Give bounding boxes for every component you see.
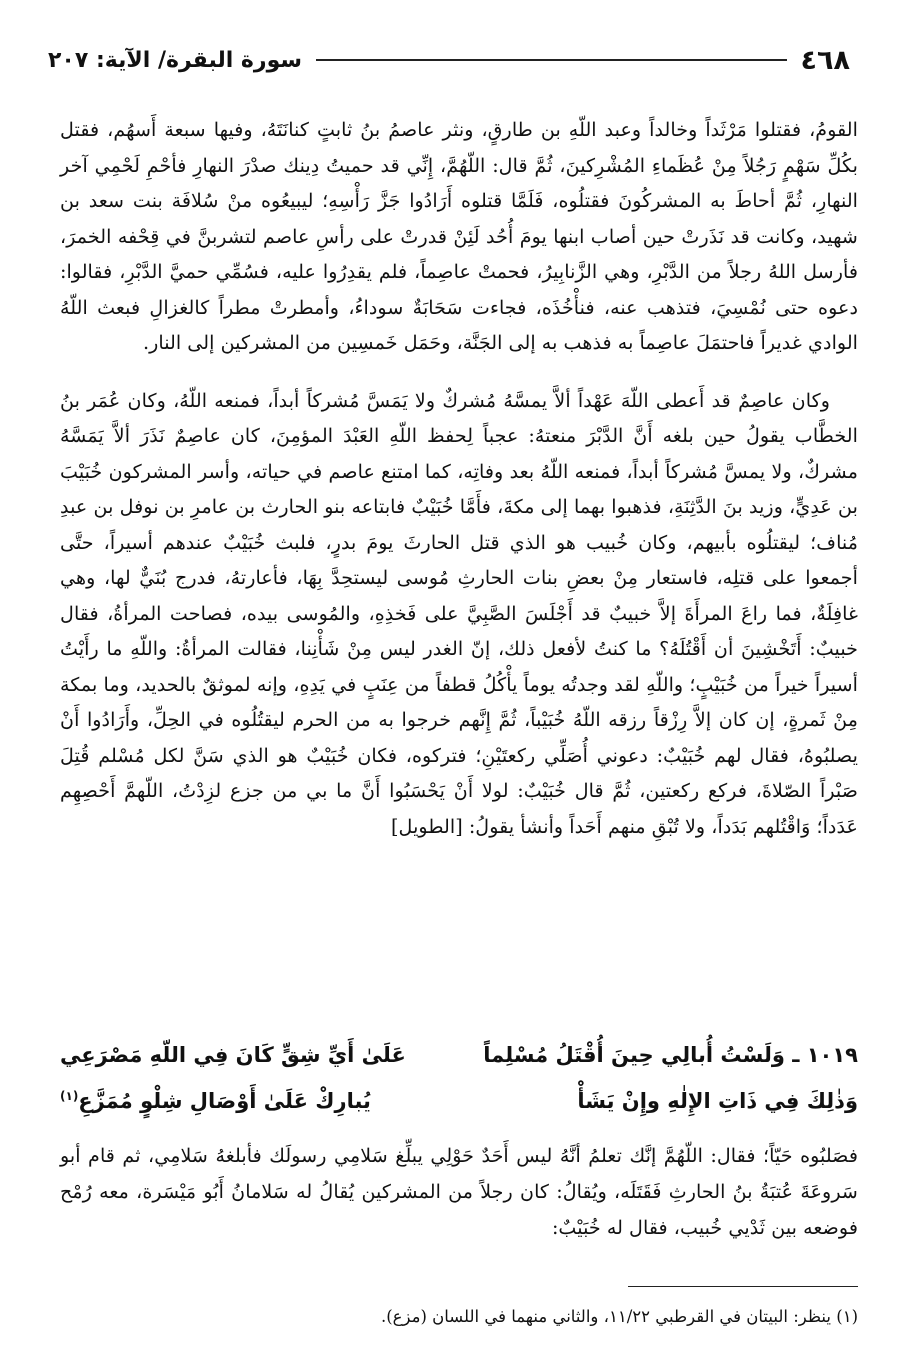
verse-line: [60, 1032, 858, 1078]
header-rule: [316, 59, 787, 61]
verse-hemistich: [483, 1043, 858, 1067]
running-title: سورة البقرة/ الآية: ٢٠٧: [48, 47, 303, 73]
footnote-rule: [628, 1286, 858, 1287]
paragraph: فصَلبُوه حَيّاً؛ فقال: اللّهُمَّ إنَّك تعلمُ أنَّهُ ليس أَحَدٌ حَوْلِي يبلِّغ سَلامِي رسولَك فأبلغهُ سَلامِي، ثم قام أبو سَروعَةَ عُتبَةُ بنُ الحارثِ فَقَتَلَه، ويُقالُ: كان رجلاً من المشركين يُقالُ له سَلامانُ أَبُو مَيْسَرة، معه رُمْح فوضعه بين ثَدْيي خُبيب، فقال له خُبَيْبٌ:: [60, 1144, 858, 1239]
poetry-verse: [60, 1032, 858, 1124]
paragraph: القومُ، فقتلوا مَرْثَداً وخالداً وعبد اللّهِ بن طارقٍ، ونثر عاصمُ بنُ ثابتٍ كنانَتَهُ، وفيها سبعة أَسهُم، فقتل بكُلِّ سَهْمٍ رَجُلاً مِنْ عُظَماءِ المُشْرِكينَ، ثُمَّ قال: اللّهُمَّ، إِنِّي قد حميتُ دِينك صدْرَ النهارِ فأحْمِ لَحْمِي آخر النهارِ، ثُمَّ أحاطَ به المشركُونَ فقتلُوه، فَلَمَّا قتلوه أَرَادُوا جَزَّ رَأْسِهِ؛ ليبيعُوه منْ سُلافَة بنت سعد بن شهيد، وكانت قد نَذَرتْ حين أصاب ابنها يومَ أُحُد لَئِنْ قدرتْ على رأسِ عاصم لتشربنَّ في قِحْفه الخمرَ، فأرسل اللهُ رجلاً من الدَّبْرِ، وهي الزَّنابِيرُ، فحمتْ عاصِماً، فلم يقدِرُوا عليه، فسُمِّي حميَّ الدَّبْرِ، فقالوا: دعوه حتى نُمْسِيَ، فتذهب عنه، فنأْخُذَه، فجاءت سَحَابَةٌ سوداءُ، وأمطرتْ مطراً كالغزالِ فبعث اللّهُ الوادي غديراً فاحتمَلَ عاصِماً به فذهب به إلى الجَنَّة، وحَمَل خَمسِين من المشركين إلى النار.: [60, 118, 858, 354]
paragraph: وكان عاصِمٌ قد أَعطى اللّهَ عَهْداً ألاَّ يمسَّهُ مُشركٌ ولا يَمَسَّ مُشركاً أبداً، فمنعه اللّهُ، وكان عُمَر بنُ الخطَّاب يقولُ حين بلغه أَنَّ الدَّبْرَ منعتهُ: عجباً لِحفظ اللّهِ العَبْدَ المؤمِنَ، كان عاصِمٌ نَذَرَ ألاَّ يَمَسَّهُ مشركٌ، ولا يمسَّ مُشركاً أبداً، فمنعه اللّهُ بعد وفاتِه، كما امتنع عاصم في حياته، وأسر المشركون خُبَيْبَ بن عَدِيٍّ، وزيد بنَ الدَّثِنَةِ، فذهبوا بهما إلى مكةَ، فأَمَّا خُبَيْبٌ فابتاعه بنو الحارث بن عامرِ بن نوفل بن عبدِ مُناف؛ ليقتلُوه بأبيهم، وكان خُبيب هو الذي قتل الحارثَ يومَ بدرٍ، فلبث خُبَيْبٌ عندهم أسيراً، حتَّى أجمعوا على قتلِه، فاستعار مِنْ بعضِ بنات الحارثِ مُوسى ليستحِدَّ بِهَا، فأعارتهُ، فدرج بُنَيٌّ لها، وهي غافِلَةٌ، فما راعَ المرأَةَ إلاَّ خبيبٌ قد أَجْلَسَ الصَّبِيَّ على فَخذِهِ، والمُوسى بيده، فصاحت المرأةُ، فقال خبيبٌ: أَتَخْشِينَ أن أَقْتُلَهُ؟ ما كنتُ لأفعل ذلك، إنّ الغدر ليس مِنْ شَأْنِنا، فقالت المرأةُ: واللّهِ ما رأَيْتُ أسيراً خيراً من خُبَيْبٍ؛ واللّهِ لقد وجدتُه يوماً يأْكُلُ قطفاً من عِنَبٍ في يَدِهِ، وإنه لموثقٌ بالحديد، وما بمكة مِنْ ثَمرةٍ، إن كان إلاَّ رِزْقاً رزقه اللّهُ خُبَيْباً، ثُمَّ إِنَّهم خرجوا به من الحرم ليقتُلُوه في الحِلِّ، وأَرَادُوا أَنْ يصلبُوهُ، فقال لهم خُبَيْبٌ: دعوني أُصَلِّي ركعتَيْنِ؛ فتركوه، فكان خُبَيْبٌ هو الذي سَنَّ لكل مُسْلم قُتِلَ صَبْراً الصّلاةَ، فركع ركعتين، ثُمَّ قال خُبَيْبٌ: لولا أَنْ يَحْسَبُوا أَنَّ ما بي من جزع لزِدْتُ، اللّهمَّ أَحْصِهِم عَدَداً؛ وَاقْتُلهم بَدَداً، ولا تُبْقِ منهم أَحَداً وأنشأ يقولُ: [الطويل]: [60, 388, 858, 838]
verse-hemistich: [60, 1089, 371, 1113]
verse-number: ١٠١٩: [806, 1043, 858, 1067]
footnote-marker: (١): [60, 1089, 79, 1103]
verse-hemistich: وَذٰلِكَ فِي ذَاتِ الإِلٰهِ وإِنْ يَشَأْ: [577, 1089, 858, 1113]
verse-text: يُبارِكْ عَلَىٰ أَوْصَالِ شِلْوٍ مُمَزَّعِ: [78, 1089, 371, 1113]
verse-hemistich: عَلَىٰ أَيِّ شِقٍّ كَانَ فِي اللّهِ مَصْرَعِي: [60, 1043, 406, 1067]
main-text: [60, 112, 858, 844]
footnote: (١) ينظر: البيتان في القرطبي ١١/٢٢، والثاني منهما في اللسان (مزع).: [381, 1307, 858, 1326]
page-number: ٤٦٨: [800, 44, 850, 76]
closing-text: [60, 1138, 858, 1246]
page-header: [48, 40, 850, 80]
verse-line: [60, 1078, 858, 1124]
verse-text: ـ وَلَسْتُ أُبالِي حِينَ أُقْتَلُ مُسْلِماً: [483, 1043, 800, 1067]
